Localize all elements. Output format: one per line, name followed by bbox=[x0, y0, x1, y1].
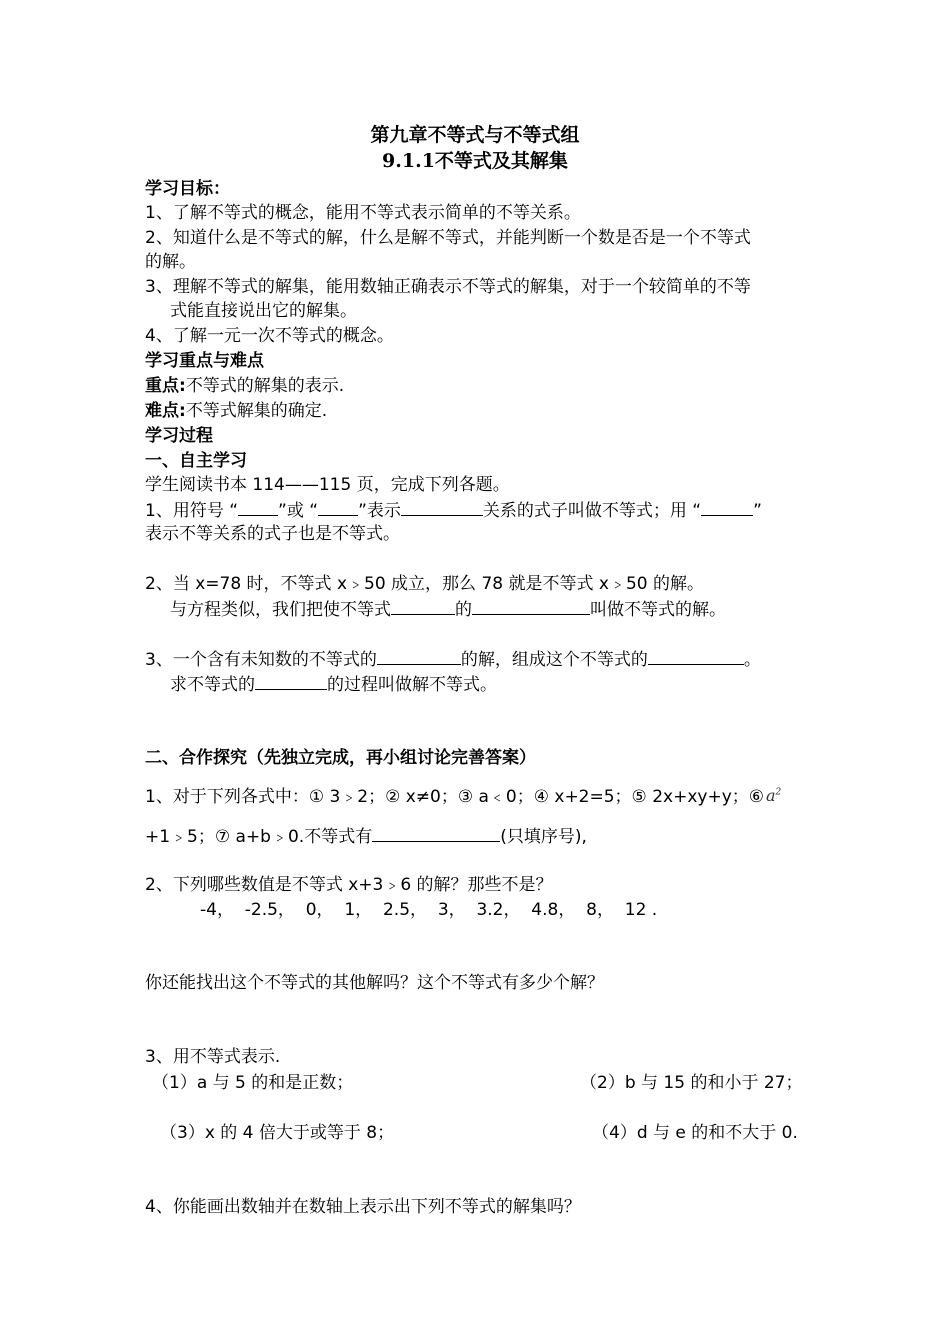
question-3 bbox=[145, 647, 761, 672]
q1-blank-1 bbox=[238, 498, 278, 516]
focus-heading: 学习重点与难点 bbox=[145, 351, 264, 371]
process-heading: 学习过程 bbox=[145, 426, 213, 446]
goal-item-1: 1、了解不等式的概念，能用不等式表示简单的不等关系。 bbox=[145, 203, 581, 223]
q3-text-c: 。 bbox=[743, 650, 761, 670]
question-1-line2: 表示不等关系的式子也是不等式。 bbox=[145, 524, 400, 544]
hard-point bbox=[145, 399, 327, 423]
q3-text-e: 的过程叫做解不等式。 bbox=[327, 675, 497, 695]
coop-question-1-line2 bbox=[145, 824, 587, 849]
goals-heading: 学习目标： bbox=[145, 179, 230, 199]
coop-q1-blank bbox=[372, 824, 500, 842]
self-study-intro: 学生阅读书本 114——115 页，完成下列各题。 bbox=[145, 475, 510, 495]
cooperate-heading: 二、合作探究（先独立完成，再小组讨论完善答案） bbox=[145, 748, 536, 768]
goal-item-2-line1: 2、知道什么是不等式的解，什么是解不等式，并能判断一个数是否是一个不等式 bbox=[145, 228, 751, 248]
page-title: 第九章不等式与不等式组 bbox=[370, 124, 580, 146]
goal-item-4: 4、了解一元一次不等式的概念。 bbox=[145, 326, 394, 346]
hard-label: 难点: bbox=[145, 401, 186, 421]
coop-question-3-part-1: （1）a 与 5 的和是正数； bbox=[152, 1073, 354, 1093]
q3-text-a: 3、一个含有未知数的不等式的 bbox=[145, 650, 377, 670]
coop-question-1: 1、对于下列各式中：① 3﹥2；② x≠0；③ a﹤0；④ x+2=5；⑤ 2x+xy+y；⑥ bbox=[145, 787, 764, 807]
q1-blank-4 bbox=[701, 498, 753, 516]
q1-blank-2 bbox=[318, 498, 358, 516]
key-text: 不等式的解集的表示. bbox=[185, 376, 345, 396]
q2-text-c: 叫做不等式的解。 bbox=[590, 600, 726, 620]
q3-blank-2 bbox=[648, 647, 744, 665]
coop-question-2: 2、下列哪些数值是不等式 x+3﹥6 的解？那些不是？ bbox=[145, 875, 553, 895]
q2-text-b: 的 bbox=[455, 600, 472, 620]
question-1 bbox=[145, 498, 762, 523]
question-2-line2 bbox=[170, 597, 726, 622]
q1-text-d: 关系的式子叫做不等式；用 “ bbox=[482, 501, 702, 521]
q1-text-c: ”表示 bbox=[358, 501, 401, 521]
a-squared-expression bbox=[766, 786, 781, 805]
coop-question-2-values: -4， -2.5， 0， 1， 2.5， 3， 3.2， 4.8， 8， 12 . bbox=[200, 900, 658, 920]
key-point bbox=[145, 374, 344, 398]
hard-text: 不等式解集的确定. bbox=[185, 401, 328, 421]
key-label: 重点: bbox=[145, 376, 186, 396]
q2-text-a: 与方程类似，我们把使不等式 bbox=[170, 600, 391, 620]
coop-q1-text-b: (只填序号), bbox=[500, 827, 587, 847]
q3-text-d: 求不等式的 bbox=[170, 675, 255, 695]
q2-blank-1 bbox=[391, 597, 455, 615]
q1-blank-3 bbox=[401, 498, 483, 516]
coop-question-3-part-2: （2）b 与 15 的和小于 27； bbox=[580, 1073, 803, 1093]
q3-blank-3 bbox=[255, 672, 327, 690]
q1-text-a: 1、用符号 “ bbox=[145, 501, 239, 521]
a-exponent: 2 bbox=[775, 787, 782, 798]
goal-item-2-line2: 的解。 bbox=[145, 252, 196, 272]
page-subtitle: 9.1.1不等式及其解集 bbox=[382, 150, 568, 172]
coop-question-3: 3、用不等式表示. bbox=[145, 1047, 281, 1067]
question-3-line2 bbox=[170, 672, 497, 697]
coop-question-3-part-3: （3）x 的 4 倍大于或等于 8； bbox=[160, 1123, 395, 1143]
q3-text-b: 的解，组成这个不等式的 bbox=[460, 650, 648, 670]
goal-item-3-line2: 式能直接说出它的解集。 bbox=[170, 301, 357, 321]
coop-q1-text-a: +1﹥5；⑦ a+b﹥0.不等式有 bbox=[145, 827, 373, 847]
coop-question-3-part-4: （4）d 与 e 的和不大于 0. bbox=[592, 1123, 798, 1143]
q3-blank-1 bbox=[377, 647, 461, 665]
q1-text-b: ”或 “ bbox=[278, 501, 319, 521]
question-2: 2、当 x=78 时，不等式 x﹥50 成立，那么 78 就是不等式 x﹥50 的解。 bbox=[145, 574, 704, 594]
a-variable: a bbox=[766, 786, 776, 805]
q2-blank-2 bbox=[472, 597, 590, 615]
coop-question-4: 4、你能画出数轴并在数轴上表示出下列不等式的解集吗？ bbox=[145, 1197, 581, 1217]
goal-item-3-line1: 3、理解不等式的解集，能用数轴正确表示不等式的解集，对于一个较简单的不等 bbox=[145, 277, 751, 297]
q1-text-e: ” bbox=[753, 501, 762, 521]
coop-question-2-followup: 你还能找出这个不等式的其他解吗？这个不等式有多少个解？ bbox=[145, 973, 604, 993]
self-study-heading: 一、自主学习 bbox=[145, 451, 247, 471]
